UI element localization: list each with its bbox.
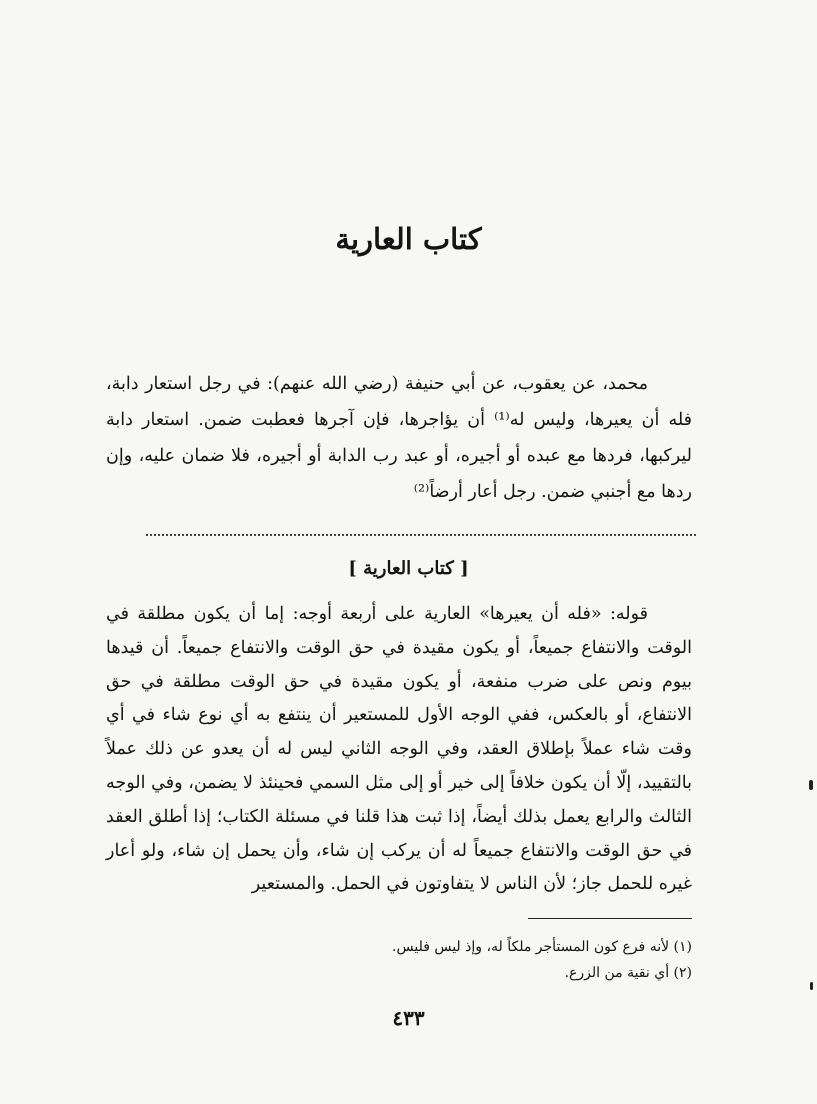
commentary-paragraph [106, 598, 692, 902]
page-number: ٤٣٣ [392, 1006, 425, 1030]
main-text [106, 366, 692, 510]
scan-speck [810, 982, 813, 990]
chapter-title: كتاب العارية [335, 222, 482, 256]
commentary-title: [ كتاب العارية ] [348, 558, 469, 579]
footnotes [300, 934, 692, 986]
footnote-rule [528, 918, 692, 919]
main-paragraph-text: محمد، عن يعقوب، عن أبي حنيفة (رضي الله عنهم): في رجل استعار دابة، فله أن يعيرها، وليس له⁽¹⁾ أن يؤاجرها، فإن آجرها فعطبت ضمن. استعار دابة ليركبها، فردها مع عبده أو أجيره، أو عبد رب الدابة أو أجيره، فلا ضمان عليه، وإن ردها مع أجنبي ضمن. رجل أعار أرضاً⁽²⁾ [106, 374, 693, 502]
section-divider [146, 534, 696, 536]
commentary-text [106, 598, 692, 902]
footnote-2: (٢) أي نقية من الزرع. [564, 965, 692, 981]
footnote-1: (١) لأنه فرع كون المستأجر ملكاً له، وإذ ليس فليس. [392, 939, 692, 955]
commentary-paragraph-text: قوله: «فله أن يعيرها» العارية على أربعة أوجه: إما أن يكون مطلقة في الوقت والانتفاع جميعاً، أو يكون مقيدة في حق الوقت والانتفاع جميعاً. أن قيدها بيوم ونص على ضرب منفعة، أو يكون مقيدة في حق الوقت مطلقة في حق الانتفاع، أو بالعكس، ففي الوجه الأول للمستعير أن ينتفع به أي نوع شاء في أي وقت شاء عملاً بإطلاق العقد، وفي الوجه الثاني ليس له أن يعدو عن ذلك عملاً بالتقييد، إلّا أن يكون خلافاً إلى خير أو إلى مثل السمي فحينئذ لا يضمن، وفي الوجه الثالث والرابع يعمل بذلك أيضاً، إذا ثبت هذا قلنا في مسئلة الكتاب؛ إذا أطلق العقد في حق الوقت والانتفاع جميعاً له أن يركب إن شاء، وأن يحمل إن شاء، ولو أعار غيره للحمل جاز؛ لأن الناس لا يتفاوتون في الحمل. والمستعير [106, 604, 692, 895]
main-paragraph [106, 366, 692, 510]
scan-speck [809, 780, 813, 790]
